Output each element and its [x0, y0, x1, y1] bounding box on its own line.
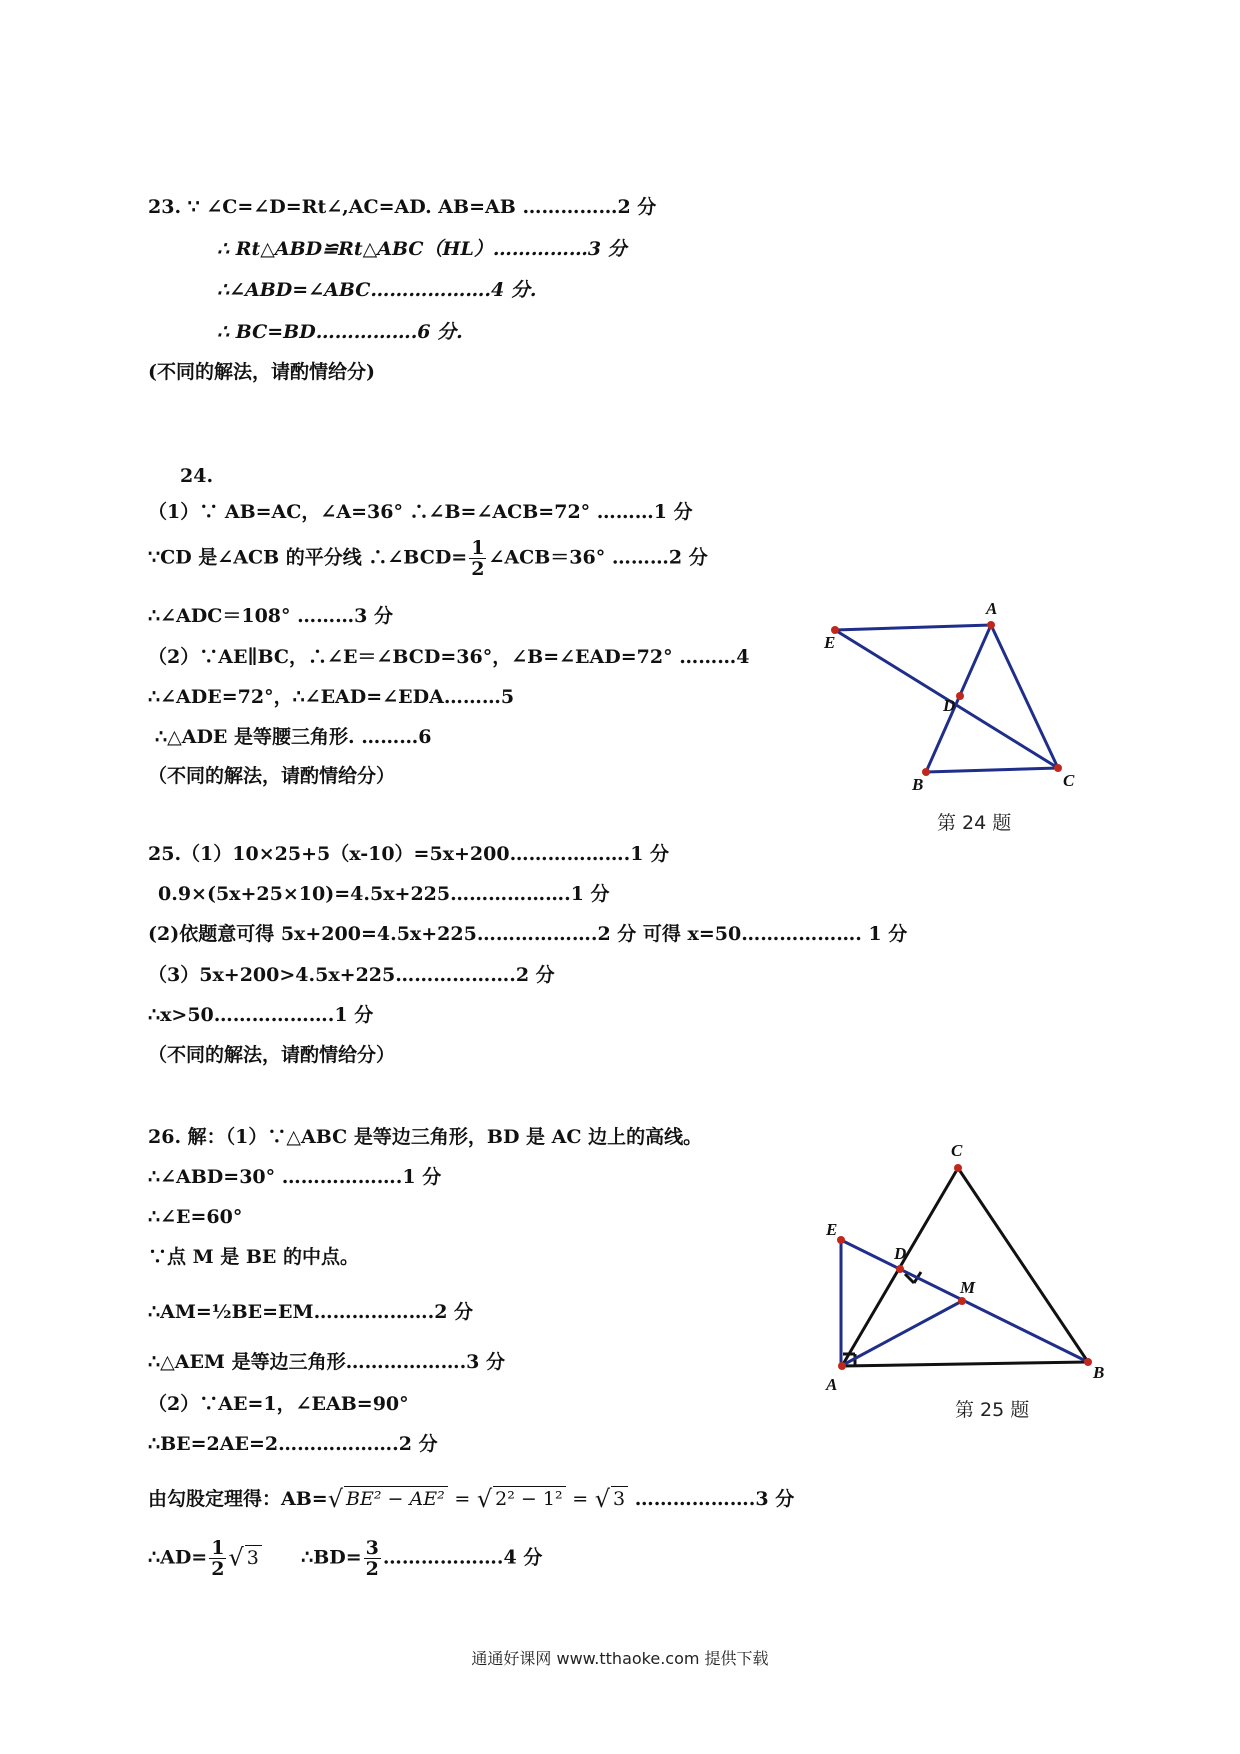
q26-fraction-ad: $\frac{1}{2}$	[211, 1537, 225, 1580]
q23-line-4: ∴ BC=BD…………….6 分.	[217, 321, 463, 343]
q23-line-2: ∴ Rt△ABD≌Rt△ABC（HL）……………3 分	[217, 238, 627, 260]
q23-line-1: 23. ∵ ∠C=∠D=Rt∠,AC=AD. AB=AB ……………2 分	[148, 196, 657, 218]
q26-line-10: ∴AD= $\frac{1}{2}$ √ 3 ∴BD= $\frac{3}{2}$ ……………….4 分	[148, 1537, 543, 1580]
q26-line-2: ∴∠ABD=30° ……………….1 分	[148, 1166, 442, 1188]
q25-line-4: （3）5x+200>4.5x+225……………….2 分	[148, 964, 555, 986]
q23-note: (不同的解法，请酌情给分)	[148, 361, 375, 383]
q26-line-9-a: 由勾股定理得：AB=	[148, 1488, 328, 1510]
q24-line-2-a: ∵CD 是∠ACB 的平分线 ∴∠BCD=	[148, 546, 468, 569]
svg-text:E: E	[824, 633, 836, 652]
svg-text:D: D	[943, 696, 956, 715]
q24-figure-caption: 第 24 题	[937, 812, 1012, 834]
q24-figure	[810, 600, 1100, 800]
q26-line-10-b: ∴BD=	[301, 1546, 362, 1569]
svg-text:C: C	[951, 1141, 963, 1160]
svg-text:M: M	[960, 1278, 976, 1297]
q26-eq-1: =	[454, 1488, 471, 1510]
q25-note: （不同的解法，请酌情给分）	[148, 1044, 396, 1066]
q26-line-7: （2）∵AE=1，∠EAB=90°	[148, 1393, 409, 1415]
q26-line-9: 由勾股定理得：AB=√ BE² − AE² = √ 2² − 1² = √ 3 ……………….3 分	[148, 1485, 795, 1513]
svg-text:B: B	[912, 775, 924, 794]
q23-line-3: ∴∠ABD=∠ABC……………….4 分.	[217, 279, 537, 301]
q26-figure-caption: 第 25 题	[955, 1399, 1030, 1421]
q26-figure	[810, 1128, 1120, 1408]
q26-line-9-b: ……………….3 分	[634, 1488, 795, 1510]
svg-text:A: A	[826, 1375, 838, 1394]
q24-note: （不同的解法，请酌情给分）	[148, 765, 396, 787]
q26-line-4: ∵点 M 是 BE 的中点。	[148, 1246, 360, 1268]
q26-sqrt-2: 2² − 1²	[493, 1486, 565, 1511]
q26-line-3: ∴∠E=60°	[148, 1206, 243, 1228]
q26-line-6: ∴△AEM 是等边三角形……………….3 分	[148, 1351, 506, 1373]
q24-line-1: （1）∵ AB=AC，∠A=36° ∴∠B=∠ACB=72° ………1 分	[148, 501, 693, 523]
q26-line-10-a: ∴AD=	[148, 1546, 208, 1569]
q26-fraction-bd: $\frac{3}{2}$	[365, 1537, 379, 1580]
q26-sqrt-ad: 3	[245, 1545, 262, 1570]
q24-line-2-b: ∠ACB＝36° ………2 分	[488, 546, 708, 569]
q26-sqrt-3: 3	[611, 1486, 628, 1511]
svg-text:C: C	[1063, 771, 1075, 790]
svg-text:B: B	[1093, 1363, 1105, 1382]
q26-line-8: ∴BE=2AE=2……………….2 分	[148, 1433, 438, 1455]
q24-line-2	[148, 538, 708, 579]
q25-line-2: 0.9×(5x+25×10)=4.5x+225……………….1 分	[158, 883, 610, 905]
q24-line-6: ∴△ADE 是等腰三角形. ………6	[155, 726, 432, 748]
q24-fraction-half: $\frac{1}{2}$	[471, 537, 485, 580]
q26-line-10-c: ……………….4 分	[382, 1546, 543, 1569]
q24-heading: 24.	[180, 465, 214, 487]
page-footer: 通通好课网 www.tthaoke.com 提供下载	[471, 1649, 769, 1668]
q24-line-4: （2）∵AE∥BC，∴∠E＝∠BCD=36°，∠B=∠EAD=72° ………4	[148, 646, 750, 668]
svg-text:A: A	[986, 600, 998, 618]
q25-line-5: ∴x>50……………….1 分	[148, 1004, 374, 1026]
q24-line-5: ∴∠ADE=72°，∴∠EAD=∠EDA………5	[148, 686, 515, 708]
svg-text:D: D	[894, 1244, 907, 1263]
svg-text:E: E	[826, 1220, 838, 1239]
q25-line-1: 25.（1）10×25+5（x-10）=5x+200……………….1 分	[148, 843, 670, 865]
q26-line-1: 26. 解：（1）∵△ABC 是等边三角形，BD 是 AC 边上的高线。	[148, 1126, 703, 1148]
q26-eq-2: =	[572, 1488, 589, 1510]
q26-line-5: ∴AM=½BE=EM……………….2 分	[148, 1301, 474, 1323]
q25-line-3: (2)依题意可得 5x+200=4.5x+225……………….2 分 可得 x=50………………. 1 分	[148, 923, 908, 945]
q26-sqrt-1: BE² − AE²	[344, 1486, 448, 1511]
q24-line-3: ∴∠ADC＝108° ………3 分	[148, 605, 393, 627]
